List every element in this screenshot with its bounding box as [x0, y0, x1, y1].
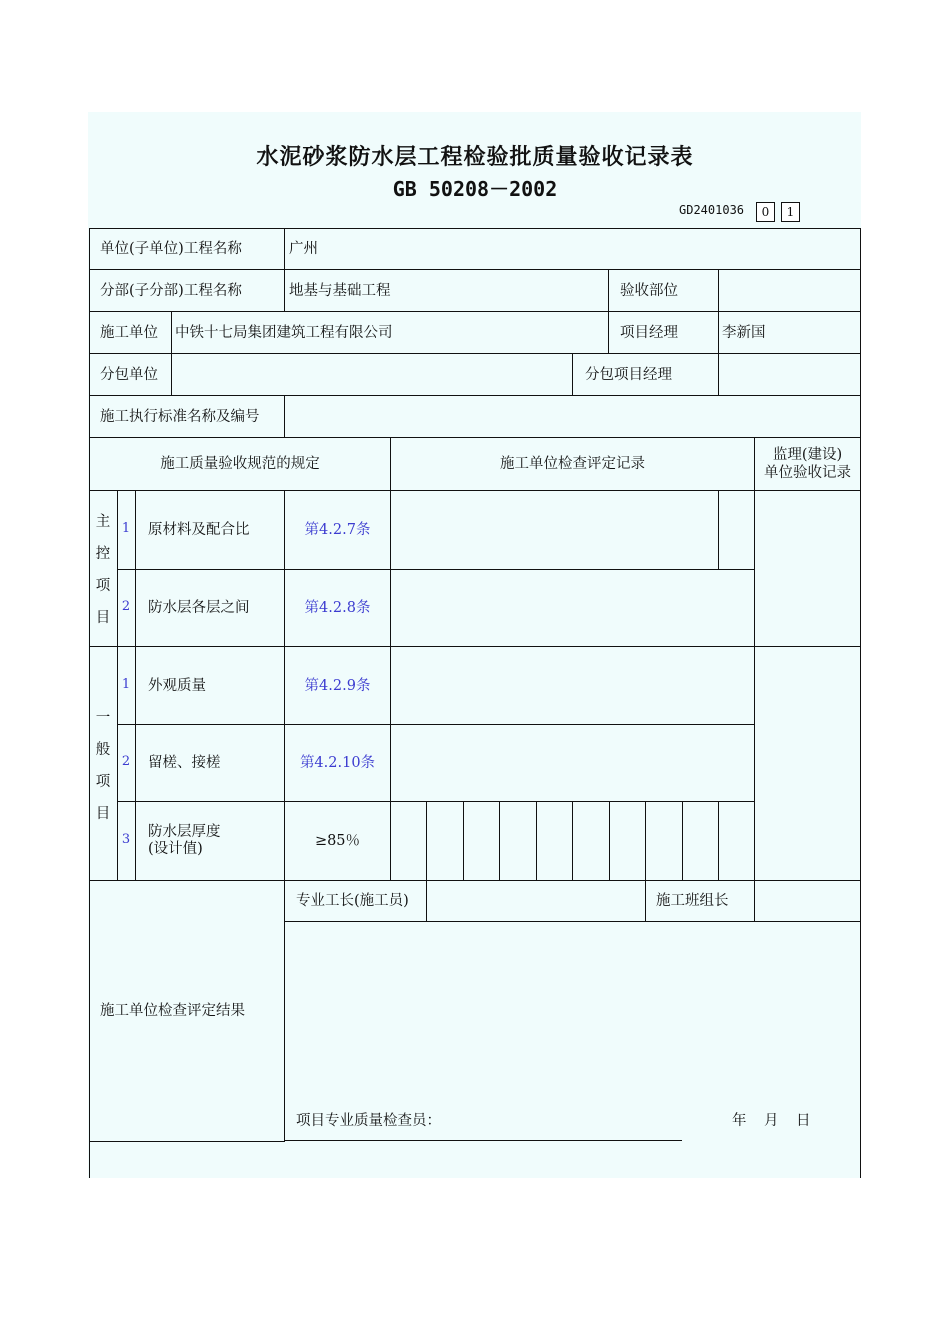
form-title: 水泥砂浆防水层工程检验批质量验收记录表 [256, 145, 694, 170]
contractor-value: 中铁十七局集团建筑工程有限公司 [175, 325, 393, 341]
form-code-box-2: 1 [781, 202, 800, 222]
team-leader-label: 施工班组长 [656, 893, 729, 909]
general-group-label-4: 目 [95, 806, 111, 822]
subcontractor-label: 分包单位 [100, 367, 158, 383]
standard-name-label: 施工执行标准名称及编号 [100, 409, 260, 425]
supervision-column-header-line2: 单位验收记录 [764, 465, 851, 481]
general-item-2-clause: 第4.2.10条 [299, 755, 376, 771]
general-item-3-no: 3 [121, 832, 131, 847]
foreman-label: 专业工长(施工员) [296, 893, 409, 909]
general-group-label-1: 一 [95, 710, 111, 726]
general-item-2-no: 2 [121, 754, 131, 769]
record-column-header: 施工单位检查评定记录 [500, 456, 645, 472]
main-item-2-no: 2 [121, 599, 131, 614]
date-month: 月 [764, 1113, 779, 1129]
unit-project-label: 单位(子单位)工程名称 [100, 241, 242, 257]
form-code-box-1: 0 [756, 202, 775, 222]
main-item-2-name: 防水层各层之间 [148, 600, 250, 616]
unit-project-value: 广州 [289, 241, 318, 257]
main-item-2-clause: 第4.2.8条 [304, 600, 371, 616]
general-item-1-no: 1 [121, 677, 131, 692]
general-item-3-name-line1: 防水层厚度 [148, 824, 221, 840]
date-day: 日 [796, 1113, 811, 1129]
sub-manager-label: 分包项目经理 [585, 367, 672, 383]
general-item-3-name-line2: (设计值) [148, 841, 203, 857]
date-year: 年 [732, 1113, 747, 1129]
result-label: 施工单位检查评定结果 [100, 1003, 245, 1019]
main-item-1-clause: 第4.2.7条 [304, 522, 371, 538]
general-group-label-2: 般 [95, 742, 111, 758]
project-manager-label: 项目经理 [620, 325, 678, 341]
division-label: 分部(子分部)工程名称 [100, 283, 242, 299]
standard-code: GB 50208－2002 [392, 177, 558, 201]
main-group-label-1: 主 [95, 514, 111, 530]
general-group-label-3: 项 [95, 774, 111, 790]
form-code: GD2401036 [679, 203, 745, 217]
main-item-1-no: 1 [121, 521, 131, 536]
project-manager-value: 李新国 [722, 325, 766, 341]
general-item-1-clause: 第4.2.9条 [304, 678, 371, 694]
general-item-2-name: 留槎、接槎 [148, 755, 221, 771]
general-item-3-clause: ≥85％ [314, 833, 361, 849]
main-item-1-name: 原材料及配合比 [148, 522, 250, 538]
supervision-column-header-line1: 监理(建设) [772, 447, 843, 463]
division-value: 地基与基础工程 [289, 283, 391, 299]
general-item-1-name: 外观质量 [148, 678, 206, 694]
main-group-label-4: 目 [95, 610, 111, 626]
acceptance-part-label: 验收部位 [620, 283, 678, 299]
main-group-label-3: 项 [95, 578, 111, 594]
inspector-label: 项目专业质量检查员： [296, 1113, 441, 1129]
main-group-label-2: 控 [95, 546, 111, 562]
contractor-label: 施工单位 [100, 325, 158, 341]
spec-column-header: 施工质量验收规范的规定 [160, 456, 320, 472]
